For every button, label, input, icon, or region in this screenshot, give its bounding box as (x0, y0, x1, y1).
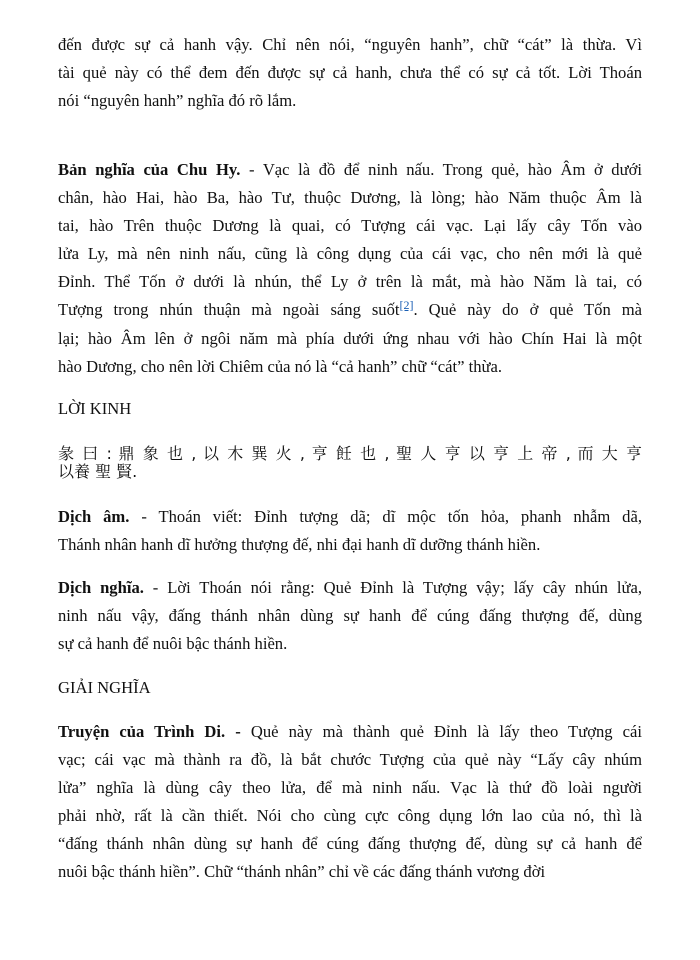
line-text: lửa Ly, mà nên ninh nấu, cũng là công dụng của cái vạc, cho nên mới là quẻ (58, 244, 642, 263)
paragraph-lead-bold: Dịch âm. (58, 507, 130, 526)
line-text: “đấng thánh nhân dùng sự hanh để cúng đấng thượng đế, dùng sự cả hanh để (58, 834, 642, 853)
dich-am-line (58, 506, 642, 528)
dich-nghia-line (58, 605, 642, 627)
chu-hy-line (58, 328, 642, 350)
line-text: GIẢI NGHĨA (58, 678, 151, 697)
chu-hy-line (58, 271, 642, 293)
line-text: LỜI KINH (58, 399, 132, 418)
footnote-link[interactable]: [2] (399, 298, 414, 312)
chu-hy-line (58, 299, 642, 321)
chu-hy-line (58, 243, 642, 265)
trinh-di-line (58, 721, 642, 743)
chu-hy-line (58, 215, 642, 237)
paragraph-lead-bold: Dịch nghĩa. (58, 578, 144, 597)
dich-am-line (58, 534, 642, 556)
line-text: phải nhờ, rất là cần thiết. Nói cho cùng cực công dụng lớn lao của nó, thì là (58, 806, 642, 825)
line-text: 以養 聖 賢. (58, 462, 138, 481)
line-text: lửa” nghĩa là dùng cây theo lửa, để mà ninh nấu. Vạc là thứ đồ loài người (58, 778, 642, 797)
chinese-line (58, 461, 642, 483)
dich-nghia-line (58, 633, 642, 655)
line-text: tài quẻ này có thể đem đến được sự cả hanh, chưa thể có sự cả tốt. Lời Thoán (58, 63, 642, 82)
chu-hy-line (58, 356, 642, 378)
paragraph-lead-bold: Truyện của Trình Di. - (58, 722, 241, 741)
line-text: tai, hào Trên thuộc Dương là quai, có Tượng cái vạc. Lại lấy cây Tốn vào (58, 216, 642, 235)
line-text: 彖 曰 : 鼎 象 也 , 以 木 巽 火 , 亨 飪 也 , 聖 人 亨 以 亨 上 帝 , 而 大 亨 (58, 444, 642, 463)
line-text: vạc; cái vạc mà thành ra đồ, là bắt chước Tượng của quẻ này “Lấy cây nhúm (58, 750, 642, 769)
line-text: - Lời Thoán nói rằng: Quẻ Đỉnh là Tượng vậy; lấy cây nhún lửa, (143, 578, 642, 597)
chu-hy-line (58, 159, 642, 181)
line-text: Quẻ này mà thành quẻ Đỉnh là lấy theo Tượng cái (240, 722, 642, 741)
p1-line (58, 90, 642, 112)
loi-kinh-heading-line (58, 398, 642, 420)
line-text: ninh nấu vậy, đấng thánh nhân dùng sự hanh để cúng đấng thượng đế, dùng (58, 606, 642, 625)
line-text: chân, hào Hai, hào Ba, hào Tư, thuộc Dương, là lòng; hào Năm thuộc Âm là (58, 188, 642, 207)
line-text: - Thoán viết: Đỉnh tượng dã; dĩ mộc tốn hỏa, phanh nhẫm dã, (129, 507, 642, 526)
paragraph-lead-bold: Bản nghĩa của Chu Hy. (58, 160, 241, 179)
line-text: . Quẻ này do ở quẻ Tốn mà (413, 300, 642, 319)
chu-hy-line (58, 187, 642, 209)
line-text: Tượng trong nhún thuận mà ngoài sáng suốt (58, 300, 400, 319)
trinh-di-line (58, 749, 642, 771)
line-text: - Vạc là đồ để ninh nấu. Trong quẻ, hào Âm ở dưới (240, 160, 642, 179)
line-text: đến được sự cả hanh vậy. Chỉ nên nói, “nguyên hanh”, chữ “cát” là thừa. Vì (58, 35, 642, 54)
trinh-di-line (58, 861, 642, 883)
line-text: sự cả hanh để nuôi bậc thánh hiền. (58, 634, 288, 653)
line-text: lại; hào Âm lên ở ngôi năm mà phía dưới ứng nhau với hào Chín Hai là một (58, 329, 642, 348)
dich-nghia-line (58, 577, 642, 599)
line-text: hào Dương, cho nên lời Chiêm của nó là “cả hanh” chữ “cát” thừa. (58, 357, 502, 376)
line-text: nuôi bậc thánh hiền”. Chữ “thánh nhân” chỉ về các đấng thánh vương đời (58, 862, 546, 881)
giai-nghia-heading-line (58, 677, 642, 699)
p1-line (58, 34, 642, 56)
line-text: nói “nguyên hanh” nghĩa đó rõ lắm. (58, 91, 297, 110)
trinh-di-line (58, 777, 642, 799)
line-text: Thánh nhân hanh dĩ hưởng thượng đế, nhi đại hanh dĩ dưỡng thánh hiền. (58, 535, 541, 554)
trinh-di-line (58, 833, 642, 855)
p1-line (58, 62, 642, 84)
line-text: Đỉnh. Thể Tốn ở dưới là nhún, thể Ly ở trên là mắt, mà hào Năm là tai, có (58, 272, 642, 291)
trinh-di-line (58, 805, 642, 827)
